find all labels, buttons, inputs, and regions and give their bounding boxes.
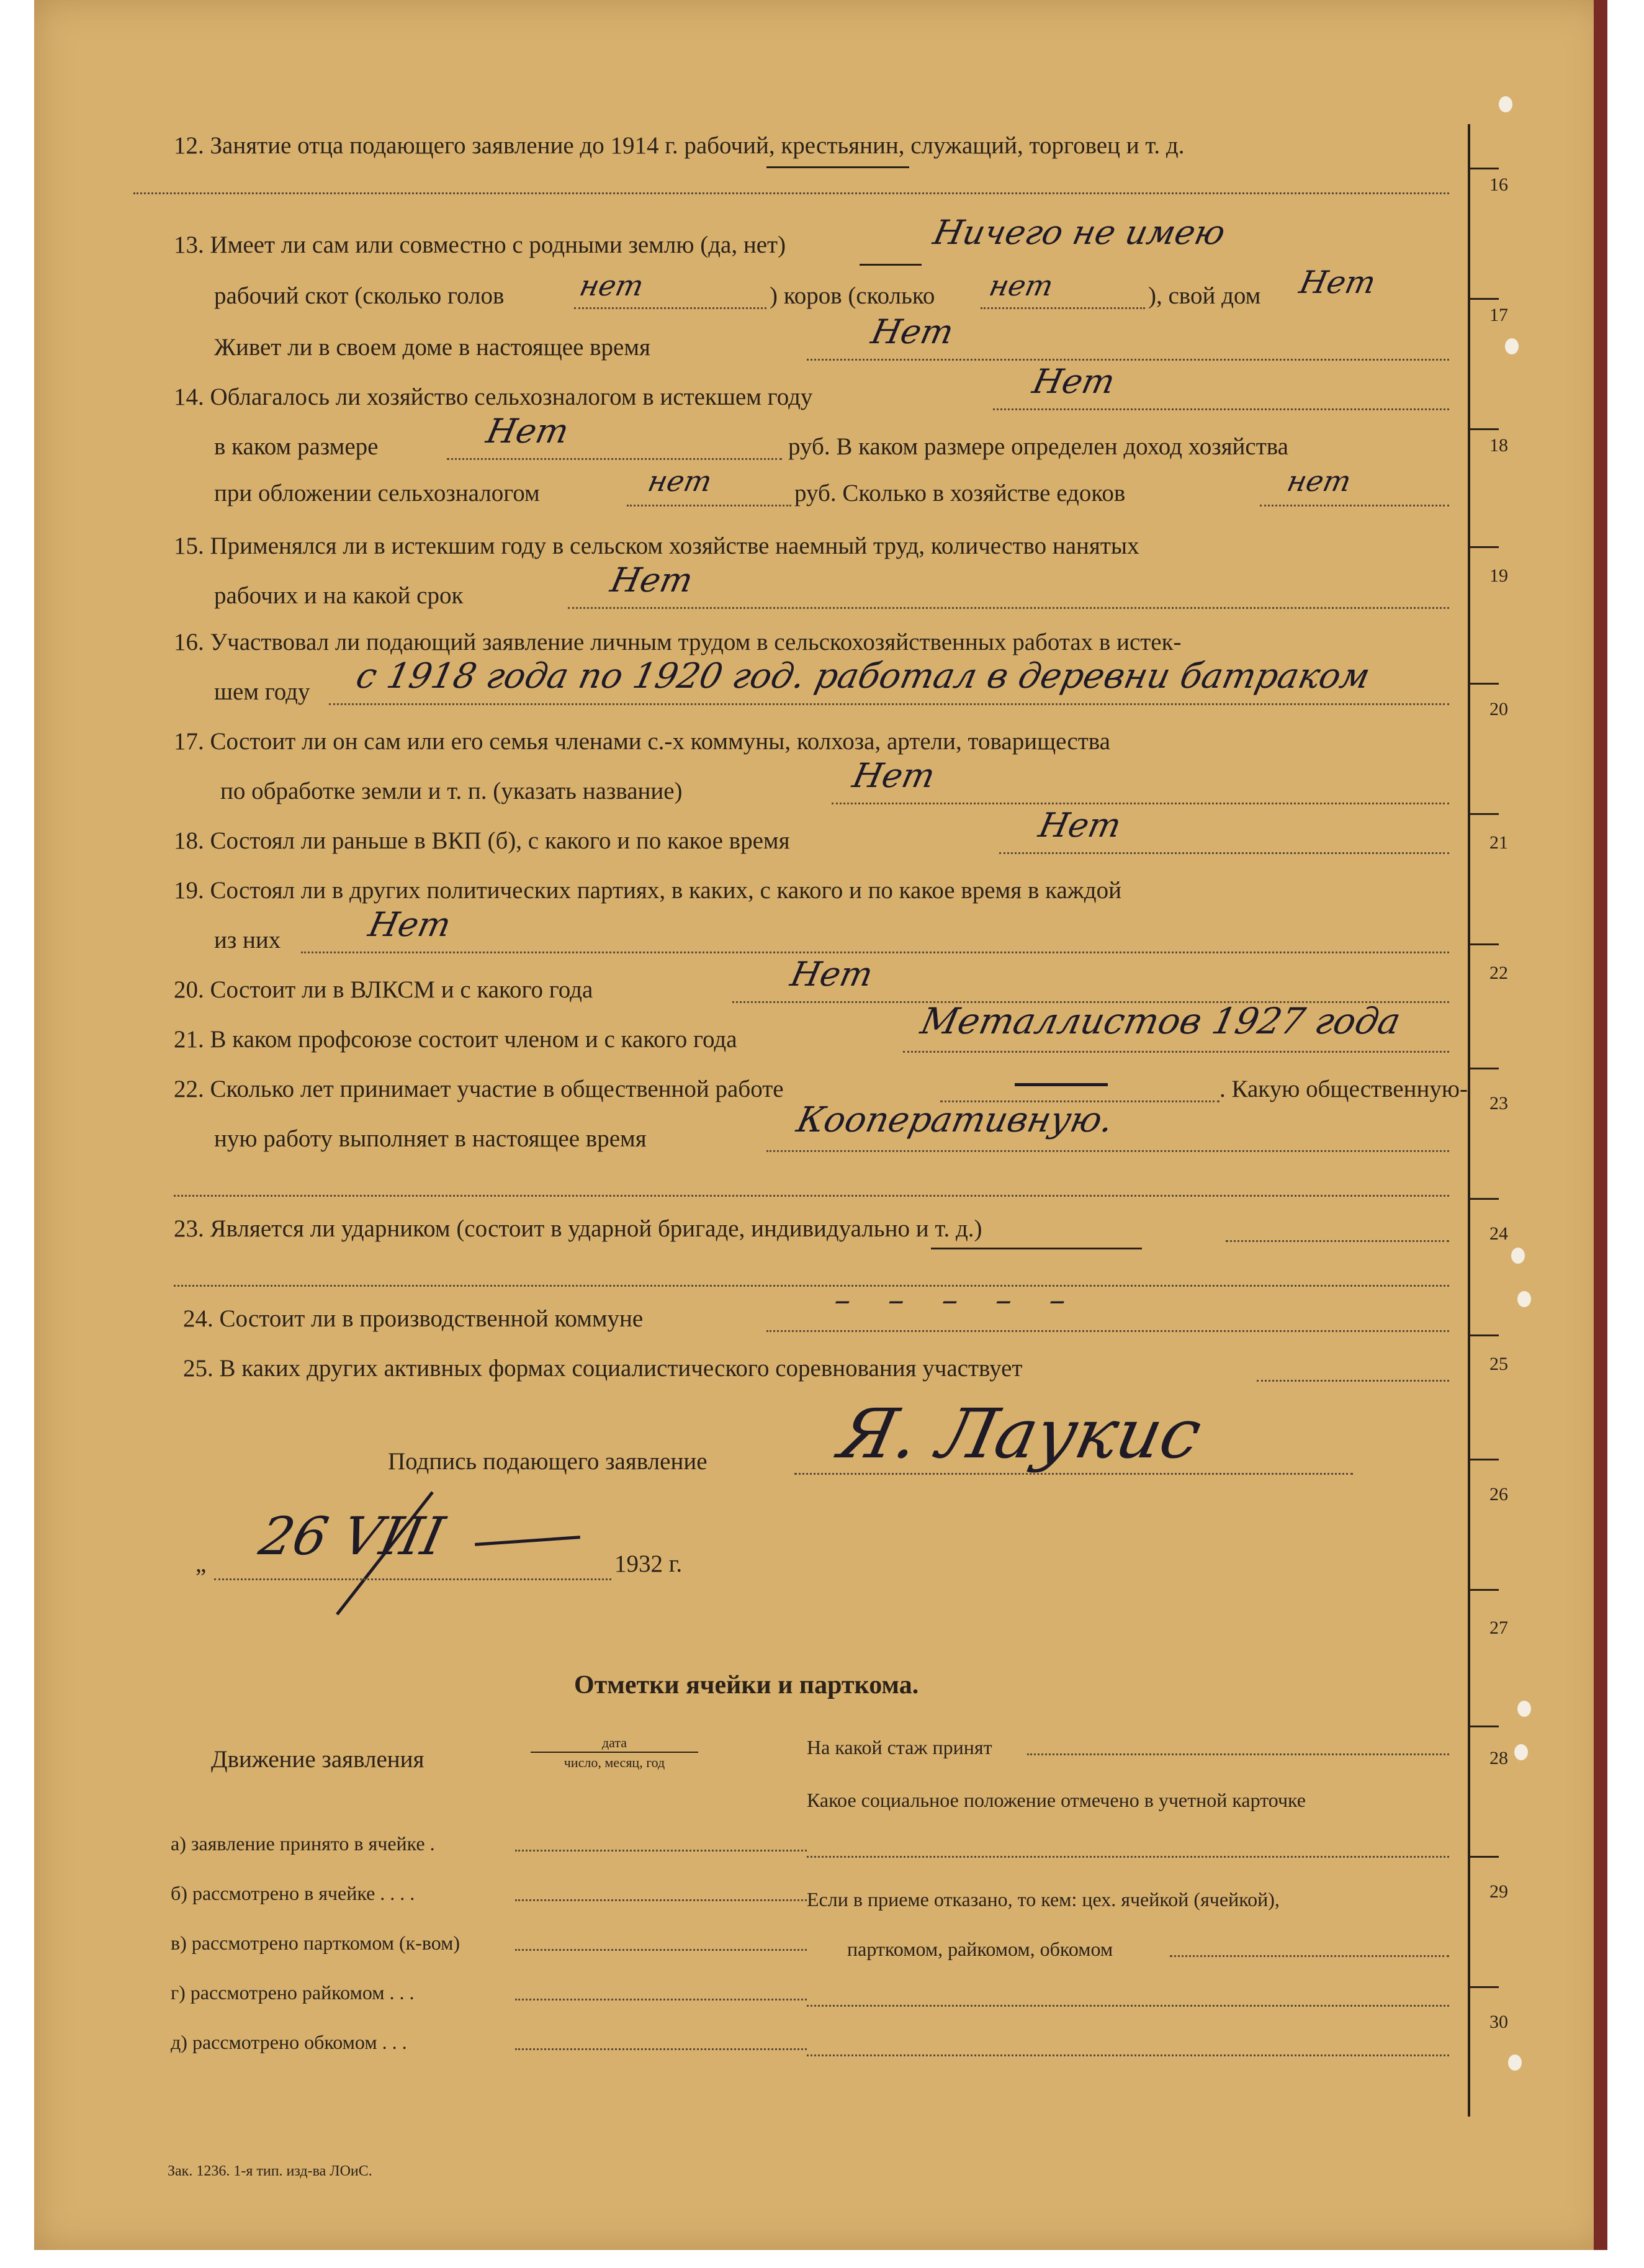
handwritten-answer: Нет <box>1029 362 1119 401</box>
handwritten-answer: нет <box>577 269 647 302</box>
fill-line <box>515 2048 807 2050</box>
answer-line <box>807 359 1449 361</box>
question-19: 19. Состоял ли в других политических партиях, в каких, с какого и по какое время в каждой <box>174 877 1121 904</box>
question-17: 17. Состоит ли он сам или его семья членами с.-х коммуны, колхоза, артели, товарищества <box>174 728 1110 755</box>
handwritten-answer: Кооперативную. <box>793 1100 1117 1140</box>
margin-number: 25 <box>1489 1354 1508 1374</box>
date-header: дата <box>601 1735 627 1750</box>
handwritten-answer: Нет <box>607 560 697 600</box>
fill-line <box>515 1999 807 2000</box>
margin-number: 21 <box>1489 832 1508 853</box>
question-24: 24. Состоит ли в производственной коммуне <box>183 1305 644 1332</box>
question-17-name: по обработке земли и т. п. (указать название) <box>220 778 683 804</box>
margin-number: 27 <box>1489 1618 1508 1638</box>
fill-line <box>515 1949 807 1951</box>
handwritten-answer: Ничего не имею <box>930 213 1229 252</box>
right-label: парткомом, райкомом, обкомом <box>847 1938 1113 1960</box>
date-year: 1932 г. <box>614 1550 683 1577</box>
question-19-list: из них <box>214 927 281 953</box>
question-12: 12. Занятие отца подающего заявление до 1914 г. рабочий, крестьянин, служащий, торговец и т. д. <box>174 132 1185 159</box>
handwritten-answer: с 1918 года по 1920 год. работал в деревни батраком <box>353 656 1374 696</box>
answer-line <box>981 307 1145 309</box>
answer-line <box>1226 1240 1449 1242</box>
date-rule <box>531 1752 698 1753</box>
question-13-house: ), свой дом <box>1148 282 1261 309</box>
handwritten-answer: Нет <box>868 312 958 351</box>
handwritten-answer: нет <box>645 464 715 498</box>
paper-edge <box>1594 0 1607 2250</box>
fill-line <box>807 2005 1449 2007</box>
fill-line <box>807 1856 1449 1858</box>
answer-line <box>574 307 766 309</box>
handwritten-answer: нет <box>986 269 1056 302</box>
question-22-current: ную работу выполняет в настоящее время <box>214 1125 647 1152</box>
question-21: 21. В каком профсоюзе состоит членом и с какого года <box>174 1026 737 1053</box>
handwritten-answer: Нет <box>365 905 455 944</box>
question-22: 22. Сколько лет принимает участие в общественной работе <box>174 1076 784 1102</box>
date-line <box>214 1578 611 1580</box>
printer-imprint: Зак. 1236. 1-я тип. изд-ва ЛОиС. <box>168 2163 372 2179</box>
answer-line <box>999 852 1449 854</box>
margin-number: 23 <box>1489 1093 1508 1114</box>
answer-line <box>766 1150 1449 1152</box>
fill-line <box>1027 1753 1449 1755</box>
underline-no <box>860 264 922 266</box>
margin-number: 16 <box>1489 174 1508 195</box>
date-quote: „ <box>195 1550 207 1577</box>
margin-number: 26 <box>1489 1484 1508 1505</box>
question-13-cattle: рабочий скот (сколько голов <box>214 282 505 309</box>
question-14-income: руб. В каком размере определен доход хозяйства <box>788 433 1288 460</box>
answer-line <box>832 803 1449 804</box>
question-15: 15. Применялся ли в истекшим году в сельском хозяйстве наемный труд, количество нанятых <box>174 533 1139 559</box>
question-14-eaters: руб. Сколько в хозяйстве едоков <box>794 480 1126 506</box>
underline-individual <box>931 1248 1142 1249</box>
margin-number: 29 <box>1489 1881 1508 1902</box>
handwritten-date: 26 VIII <box>254 1506 450 1567</box>
answer-line <box>766 1330 1449 1332</box>
row-label: б) рассмотрено в ячейке . . . . <box>171 1882 415 1904</box>
question-13-live: Живет ли в своем доме в настоящее время <box>214 334 650 361</box>
answer-line <box>903 1051 1449 1053</box>
question-23: 23. Является ли ударником (состоит в ударной бригаде, индивидуально и т. д.) <box>174 1215 982 1242</box>
question-15-term: рабочих и на какой срок <box>214 582 464 609</box>
answer-line <box>174 1285 1449 1287</box>
question-16: 16. Участвовал ли подающий заявление личным трудом в сельскохозяйственных работах в истек- <box>174 629 1182 655</box>
movement-label: Движение заявления <box>211 1746 424 1773</box>
row-label: в) рассмотрено парткомом (к-вом) <box>171 1932 460 1954</box>
handwritten-dash <box>1015 1083 1108 1086</box>
question-14-tax: при обложении сельхозналогом <box>214 480 540 506</box>
underline-worker <box>766 166 909 168</box>
answer-line <box>133 192 1449 194</box>
margin-number: 28 <box>1489 1748 1508 1768</box>
handwritten-answer: Нет <box>1296 264 1379 300</box>
answer-line <box>993 408 1449 410</box>
handwritten-answer: Нет <box>849 756 939 795</box>
fill-line <box>807 2054 1449 2056</box>
question-14: 14. Облагалось ли хозяйство сельхозналогом в истекшем году <box>174 384 813 410</box>
answer-line <box>568 607 1449 609</box>
handwritten-answer: Нет <box>1035 806 1125 845</box>
question-20: 20. Состоит ли в ВЛКСМ и с какого года <box>174 976 593 1003</box>
margin-number: 18 <box>1489 435 1508 456</box>
fill-line <box>515 1899 807 1901</box>
handwritten-dashes: – – – – – <box>830 1282 1084 1319</box>
right-label: Какое социальное положение отмечено в учетной карточке <box>807 1789 1306 1811</box>
margin-number: 22 <box>1489 963 1508 983</box>
answer-line <box>627 505 791 506</box>
question-14-size: в каком размере <box>214 433 379 460</box>
margin-number: 19 <box>1489 565 1508 586</box>
margin-number: 30 <box>1489 2012 1508 2032</box>
answer-line <box>1257 1380 1449 1382</box>
section-title: Отметки ячейки и парткома. <box>574 1671 919 1699</box>
question-22-which: . Какую общественную- <box>1220 1076 1468 1102</box>
answer-line <box>1260 505 1449 506</box>
row-label: а) заявление принято в ячейке . <box>171 1832 435 1855</box>
margin-line <box>1468 124 1470 2117</box>
margin-number: 24 <box>1489 1223 1508 1244</box>
fill-line <box>515 1850 807 1852</box>
answer-line <box>174 1195 1449 1197</box>
question-16-year: шем году <box>214 678 310 705</box>
fill-line <box>1170 1955 1449 1957</box>
signature: Я. Лаукис <box>832 1394 1208 1474</box>
handwritten-answer: Нет <box>483 412 573 451</box>
handwritten-dash <box>475 1536 580 1546</box>
right-label: На какой стаж принят <box>807 1736 992 1758</box>
handwritten-answer: нет <box>1284 464 1354 498</box>
question-18: 18. Состоял ли раньше в ВКП (б), с какого и по какое время <box>174 827 790 854</box>
answer-line <box>329 703 1449 705</box>
date-subheader: число, месяц, год <box>564 1755 665 1770</box>
answer-line <box>301 952 1449 953</box>
question-13-cows: ) коров (сколько <box>770 282 935 309</box>
margin-number: 17 <box>1489 305 1508 325</box>
question-13: 13. Имеет ли сам или совместно с родными землю (да, нет) <box>174 232 786 258</box>
right-label: Если в приеме отказано, то кем: цех. ячейкой (ячейкой), <box>807 1888 1280 1910</box>
row-label: д) рассмотрено обкомом . . . <box>171 2031 407 2053</box>
signature-label: Подпись подающего заявление <box>388 1448 707 1475</box>
answer-line <box>447 458 782 460</box>
handwritten-answer: Металлистов 1927 года <box>917 1000 1404 1042</box>
margin-number: 20 <box>1489 699 1508 719</box>
row-label: г) рассмотрено райкомом . . . <box>171 1981 415 2004</box>
handwritten-answer: Нет <box>787 955 877 994</box>
document-sheet <box>34 0 1607 2250</box>
question-25: 25. В каких других активных формах социалистического соревнования участвует <box>183 1355 1023 1382</box>
